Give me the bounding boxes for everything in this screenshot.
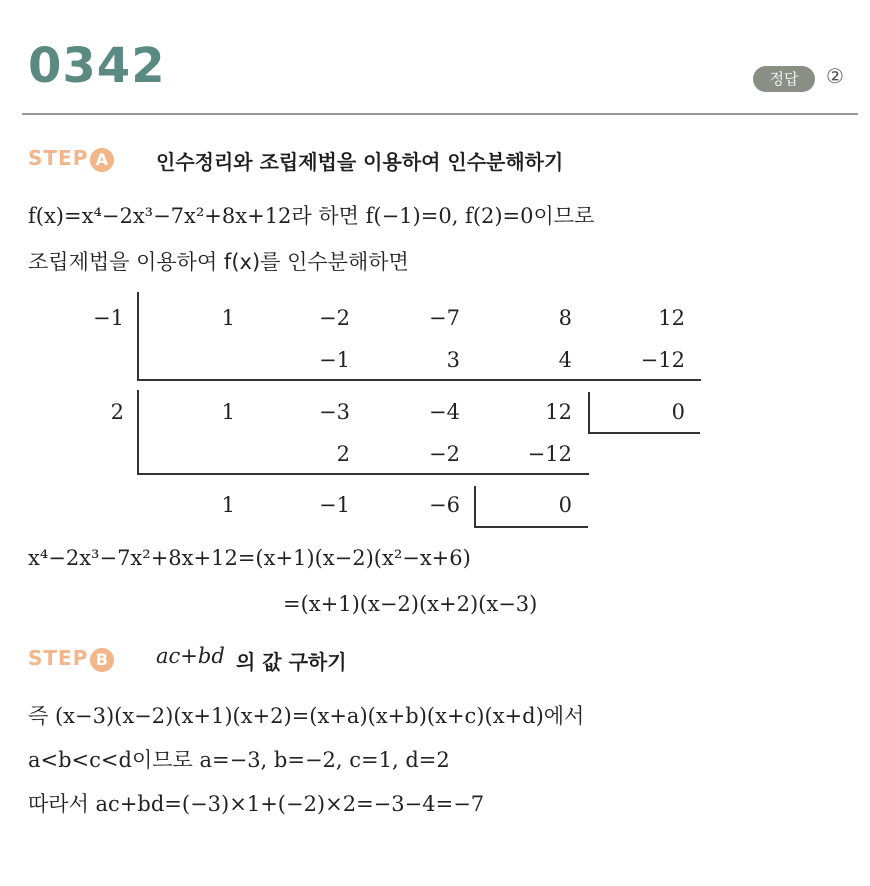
step-a-title: 인수정리와 조립제법을 이용하여 인수분해하기 [156,150,564,174]
root-1: −1 [93,306,124,330]
step-b-line-1: 즉 (x−3)(x−2)(x+1)(x+2)=(x+a)(x+b)(x+c)(x+d)에서 [28,704,585,728]
r3c3: −4 [429,400,460,424]
problem-number: 0342 [28,38,166,94]
r3c4: 12 [545,400,572,424]
division-line-1 [137,379,701,381]
r5c1: 1 [221,493,235,517]
step-b-line-3: 따라서 ac+bd=(−3)×1+(−2)×2=−3−4=−7 [28,792,485,816]
r3c2: −3 [319,400,350,424]
r2c5: −12 [640,348,685,372]
step-a-line-2: 조립제법을 이용하여 f(x)를 인수분해하면 [28,250,409,274]
r5c2: −1 [319,493,350,517]
r1c2: −2 [319,306,350,330]
header-divider [22,113,858,115]
answer-badge: 정답 [753,66,815,92]
r4c3: −2 [429,442,460,466]
step-b-title-text: 의 값 구하기 [236,650,347,674]
remainder-box-2-left [474,486,476,528]
remainder-box-2-bottom [474,526,588,528]
r5c4-remainder: 0 [558,493,572,517]
r2c3: 3 [446,348,460,372]
step-b-line-2: a<b<c<d이므로 a=−3, b=−2, c=1, d=2 [28,748,450,772]
factorization-line-2: =(x+1)(x−2)(x+2)(x−3) [283,592,538,616]
answer-choice: ② [826,64,844,88]
division-bar-1 [137,292,139,380]
r4c4: −12 [527,442,572,466]
r1c1: 1 [221,306,235,330]
r3c5-remainder: 0 [671,400,685,424]
r1c3: −7 [429,306,460,330]
root-2: 2 [110,400,124,424]
division-bar-2 [137,390,139,474]
step-a-label: STEP [28,146,89,170]
r5c3: −6 [429,493,460,517]
step-b-letter: B [90,648,114,672]
step-b-title-math: ac+bd [156,644,225,668]
factorization-line-1: x⁴−2x³−7x²+8x+12=(x+1)(x−2)(x²−x+6) [28,546,471,570]
step-a-line-1: f(x)=x⁴−2x³−7x²+8x+12라 하면 f(−1)=0, f(2)=0이므로 [28,204,595,228]
remainder-box-1-left [588,392,590,434]
r2c2: −1 [319,348,350,372]
step-a-letter: A [90,148,114,172]
step-b-label: STEP [28,646,89,670]
r4c2: 2 [336,442,350,466]
step-a-badge [28,146,114,172]
r1c4: 8 [558,306,572,330]
step-b-badge [28,646,114,672]
r2c4: 4 [558,348,572,372]
r1c5: 12 [658,306,685,330]
r3c1: 1 [221,400,235,424]
remainder-box-1-bottom [588,432,700,434]
division-line-2 [137,473,589,475]
